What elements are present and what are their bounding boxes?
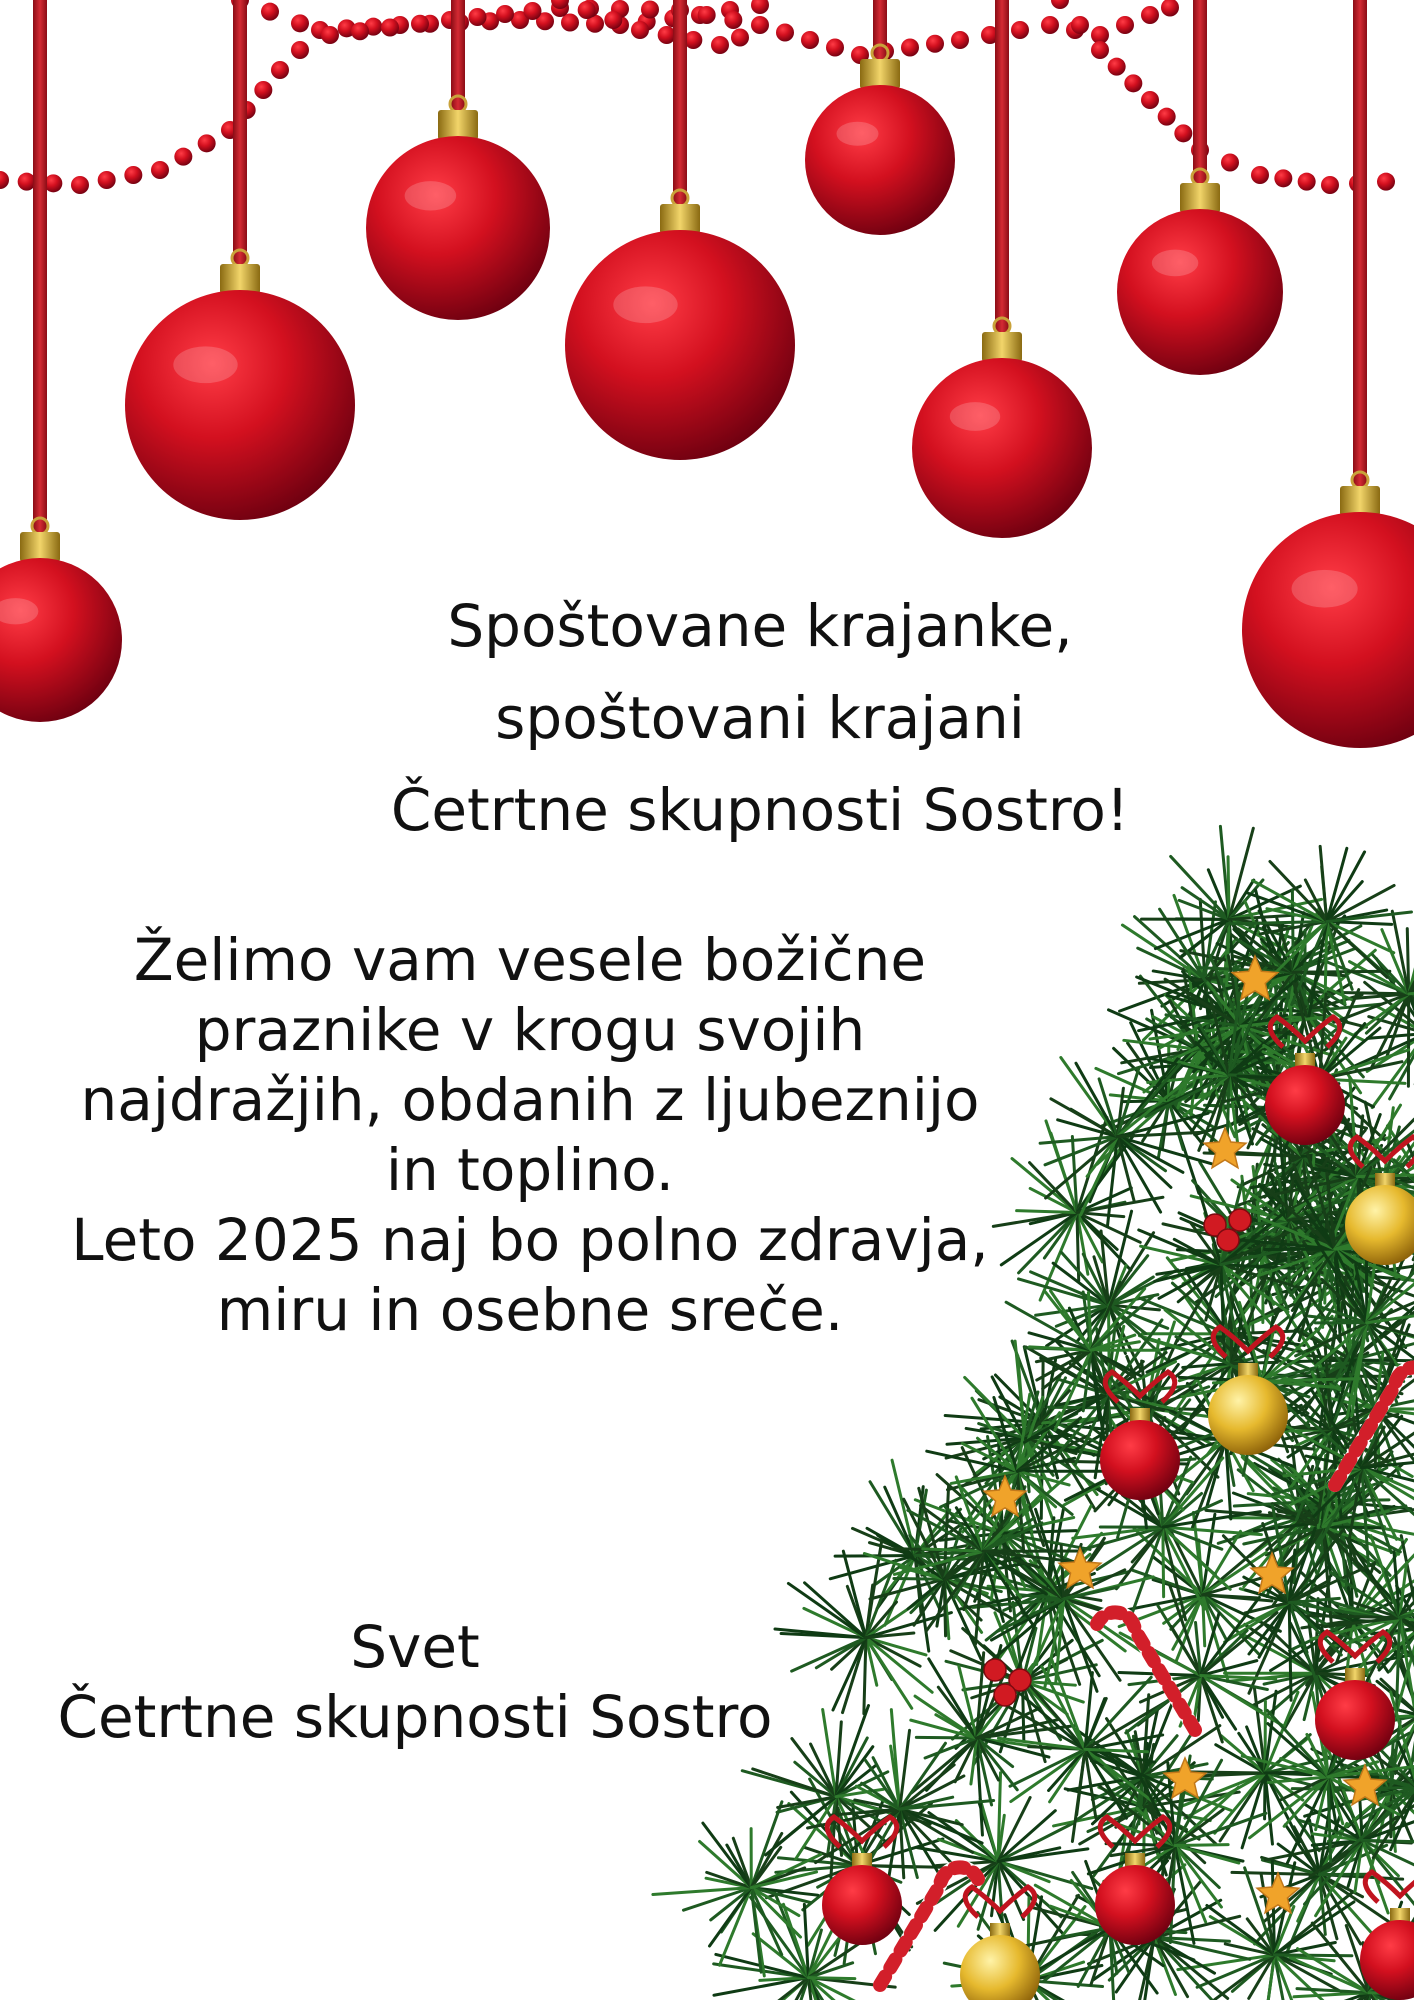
garland-bead: [381, 19, 399, 37]
pine-needle: [864, 1638, 866, 1714]
pine-needle: [1310, 1616, 1400, 1618]
signature-line-1: Svet: [350, 1613, 480, 1681]
wish-line-5: Leto 2025 naj bo polno zdravja,: [71, 1206, 989, 1274]
tree-ball-cap: [1390, 1908, 1410, 1922]
pine-needle: [1081, 1527, 1163, 1550]
tree-ball: [1315, 1680, 1395, 1760]
garland-bead: [254, 81, 272, 99]
garland-bead: [151, 161, 169, 179]
holly-berry: [1217, 1229, 1239, 1251]
garland-bead: [496, 5, 514, 23]
garland-bead: [826, 39, 844, 57]
tree-ball-cap: [1125, 1853, 1145, 1867]
ornament-cap: [982, 332, 1022, 362]
pine-needle: [1245, 1868, 1275, 1955]
ornament-ball: [805, 85, 955, 235]
ornament-ball: [366, 136, 550, 320]
wish-line-4: in toplino.: [385, 1136, 675, 1204]
tree-ball-cap: [1130, 1408, 1150, 1422]
tree-ball-cap: [1238, 1363, 1258, 1377]
ornament-ball: [125, 290, 355, 520]
tree-ball-cap: [1295, 1053, 1315, 1067]
ornament-cap: [1180, 183, 1220, 213]
ornament-shine: [173, 346, 237, 383]
ornament-ribbon: [1193, 0, 1207, 183]
garland-bead: [1221, 154, 1239, 172]
pine-needle: [1106, 1844, 1175, 1846]
ornament-cap: [1340, 486, 1380, 516]
pine-needle: [1175, 1845, 1228, 1846]
holly-berry: [1229, 1209, 1251, 1231]
garland-bead: [1161, 0, 1179, 17]
ornament-ball: [1242, 512, 1414, 748]
garland-bead: [926, 35, 944, 53]
garland-bead: [731, 29, 749, 47]
wish-line-1: Želimo vam vesele božične: [133, 926, 927, 994]
garland-bead: [1158, 108, 1176, 126]
tree-ball: [1208, 1375, 1288, 1455]
wish-line-6: miru in osebne sreče.: [216, 1276, 844, 1344]
ornament-ribbon: [995, 0, 1009, 332]
holly-berry: [994, 1684, 1016, 1706]
ornament-shine: [405, 181, 457, 210]
tree-ball-cap: [1345, 1668, 1365, 1682]
garland-bead: [174, 148, 192, 166]
garland-bead: [1141, 6, 1159, 24]
ornament-ball: [0, 558, 122, 722]
garland-bead: [578, 1, 596, 19]
garland-bead: [0, 171, 9, 189]
ornament-cap: [20, 532, 60, 562]
garland-bead: [724, 11, 742, 29]
tree-ball: [1100, 1420, 1180, 1500]
pine-needle: [1362, 1840, 1414, 1842]
ornament-ribbon: [233, 0, 247, 264]
garland-bead: [1071, 16, 1089, 34]
garland-bead: [411, 15, 429, 33]
ornament-cap: [438, 110, 478, 140]
wish-line-2: praznike v krogu svojih: [194, 996, 866, 1064]
signature-text: [0, 1612, 830, 1752]
ornament-ribbon: [1353, 0, 1367, 486]
garland-bead: [198, 134, 216, 152]
garland-bead: [524, 2, 542, 20]
ornament-ribbon: [451, 0, 465, 110]
pine-needle: [1163, 1527, 1164, 1597]
garland-bead: [44, 174, 62, 192]
garland-bead: [658, 26, 676, 44]
garland-bead: [1141, 91, 1159, 109]
ornament-shine: [950, 402, 1000, 431]
garland-bead: [351, 22, 369, 40]
ornament-shine: [1152, 250, 1198, 277]
garland-bead: [698, 6, 716, 24]
tree-ball: [822, 1865, 902, 1945]
garland-bead: [18, 173, 36, 191]
pine-needle: [1061, 1058, 1118, 1137]
garland-bead: [641, 1, 659, 19]
greeting-line-1: Spoštovane krajanke,: [447, 592, 1073, 660]
garland-bead: [901, 39, 919, 57]
garland-bead: [1011, 21, 1029, 39]
greeting-line-2: spoštovani krajani: [495, 684, 1025, 752]
garland-bead: [1251, 166, 1269, 184]
garland-bead: [1091, 41, 1109, 59]
tree-ball: [1095, 1865, 1175, 1945]
ornament-ball: [912, 358, 1092, 538]
garland-bead: [801, 31, 819, 49]
ornament-ribbon: [873, 0, 887, 59]
garland-bead: [1041, 16, 1059, 34]
garland-bead: [951, 31, 969, 49]
wish-line-3: najdražjih, obdanih z ljubeznijo: [80, 1066, 980, 1134]
ornament-ribbon: [33, 0, 47, 532]
pine-needle: [900, 1809, 982, 1843]
garland-bead: [98, 171, 116, 189]
garland-bead: [631, 21, 649, 39]
tree-ball-cap: [990, 1923, 1010, 1937]
pine-needle: [808, 1978, 854, 1979]
garland-bead: [1116, 16, 1134, 34]
garland-bead: [1321, 176, 1339, 194]
ornament-shine: [837, 122, 879, 146]
ornament-ball: [1117, 209, 1283, 375]
garland-bead: [1174, 124, 1192, 142]
signature-line-2: Četrtne skupnosti Sostro: [57, 1683, 773, 1751]
garland-bead: [1298, 173, 1316, 191]
pine-needle: [1289, 1603, 1291, 1701]
garland-bead: [1108, 58, 1126, 76]
wish-text: [0, 925, 1060, 1345]
star-icon: [1204, 1128, 1246, 1168]
holly-berry: [984, 1659, 1006, 1681]
ornament-cap: [660, 204, 700, 234]
garland-bead: [71, 176, 89, 194]
garland-bead: [321, 26, 339, 44]
tree-ball: [1265, 1065, 1345, 1145]
garland-bead: [1124, 74, 1142, 92]
ornament-shine: [613, 286, 677, 323]
garland-bead: [124, 166, 142, 184]
ornament-ball: [565, 230, 795, 460]
garland-bead: [1051, 0, 1069, 9]
garland-bead: [684, 31, 702, 49]
garland-bead: [261, 3, 279, 21]
garland-bead: [751, 0, 769, 14]
garland-bead: [291, 41, 309, 59]
ornament-ribbon: [673, 0, 687, 204]
ornament-cap: [860, 59, 900, 89]
pine-needle: [1293, 971, 1390, 972]
garland-bead: [604, 11, 622, 29]
pine-needle: [1407, 929, 1408, 994]
garland-bead: [776, 24, 794, 42]
garland-bead: [469, 8, 487, 26]
pine-needle: [1228, 857, 1229, 920]
ornament-shine: [1292, 570, 1358, 608]
greeting-text: [300, 580, 1220, 856]
pine-needle: [916, 1737, 976, 1738]
garland-bead: [271, 61, 289, 79]
garland-bead: [291, 14, 309, 32]
tree-ball-cap: [1375, 1173, 1395, 1187]
garland-bead: [1377, 173, 1395, 191]
pine-needle: [1203, 1595, 1205, 1646]
tree-ball-cap: [852, 1853, 872, 1867]
garland-bead: [751, 16, 769, 34]
pine-needle: [983, 1496, 985, 1551]
greeting-line-3: Četrtne skupnosti Sostro!: [390, 776, 1130, 844]
garland-bead: [711, 36, 729, 54]
garland-bead: [1274, 169, 1292, 187]
ornament-cap: [220, 264, 260, 294]
